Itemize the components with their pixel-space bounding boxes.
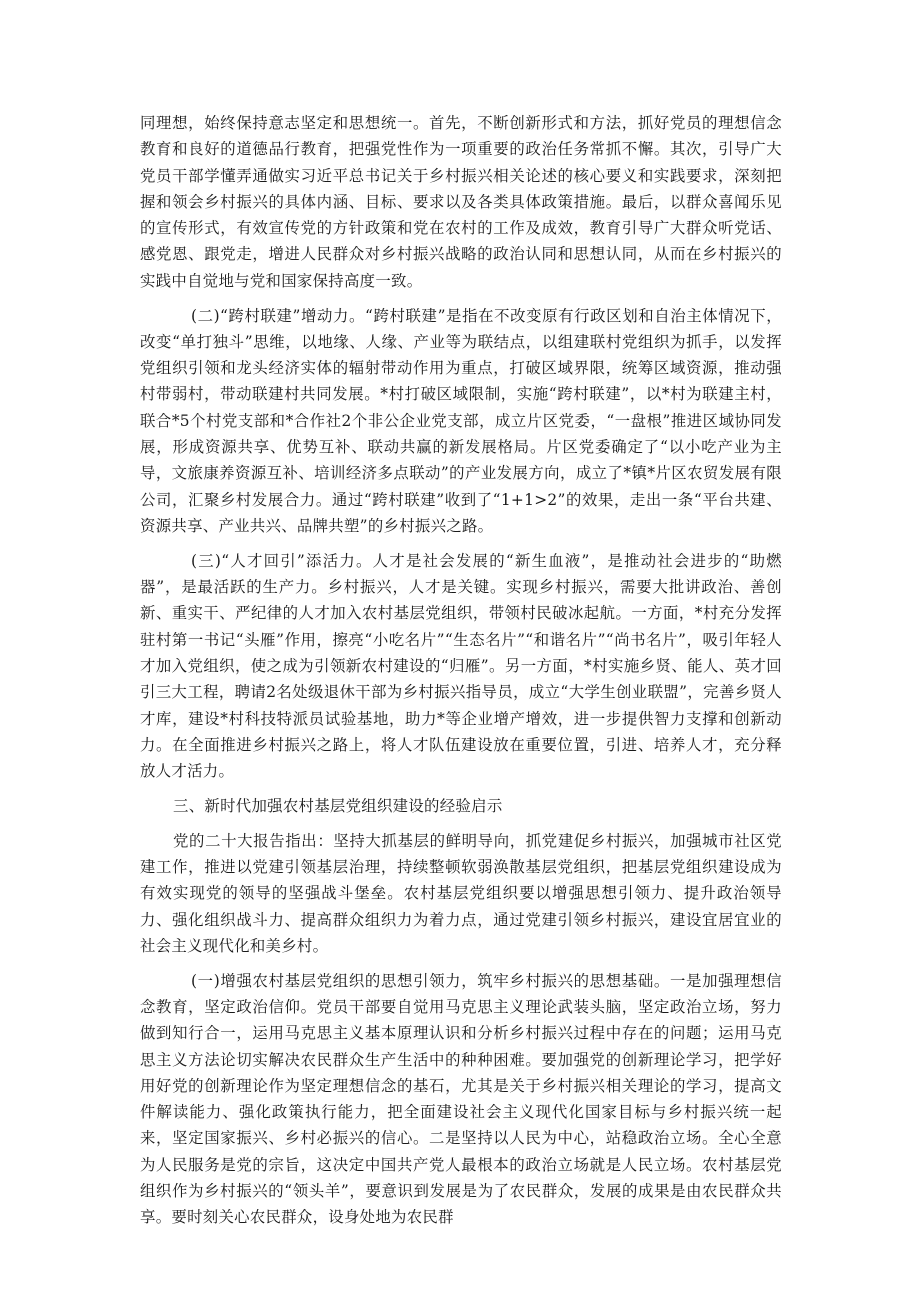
document-page	[140, 110, 782, 1239]
section-heading-three: 三、新时代加强农村基层党组织建设的经验启示	[173, 796, 503, 815]
paragraph-twentieth-congress-report: 党的二十大报告指出：坚持大抓基层的鲜明导向，抓党建促乡村振兴，加强城市社区党建工作，推进以党建引领基层治理，持续整顿软弱涣散基层党组织，把基层党组织建设成为有效实现党的领导的坚强战斗堡垒。农村基层党组织要以增强思想引领力、提升政治领导力、强化组织战斗力、提高群众组织力为着力点，通过党建引领乡村振兴，建设宜居宜业的社会主义现代化和美乡村。	[140, 831, 782, 955]
paragraph-ideal-belief-continuation: 同理想，始终保持意志坚定和思想统一。首先，不断创新形式和方法，抓好党员的理想信念教育和良好的道德品行教育，把强党性作为一项重要的政治任务常抓不懈。其次，引导广大党员干部学懂弄通做实习近平总书记关于乡村振兴相关论述的核心要义和实践要求，深刻把握和领会乡村振兴的具体内涵、目标、要求以及各类具体政策措施。最后，以群众喜闻乐见的宣传形式，有效宣传党的方针政策和党在农村的工作及成效，教育引导广大群众听党话、感党恩、跟党走，增进人民群众对乡村振兴战略的政治认同和思想认同，从而在乡村振兴的实践中自觉地与党和国家保持高度一致。	[140, 114, 782, 290]
paragraph-talent-return: (三)“人才回引”添活力。人才是社会发展的“新生血液”，是推动社会进步的“助燃器”，是最活跃的生产力。乡村振兴，人才是关键。实现乡村振兴，需要大批讲政治、善创新、重实干、严纪律的人才加入农村基层党组织，带领村民破冰起航。一方面，*村充分发挥驻村第一书记“头雁”作用，擦亮“小吃名片”“生态名片”“和谐名片”“尚书名片”，吸引年轻人才加入党组织，使之成为引领新农村建设的“归雁”。另一方面，*村实施乡贤、能人、英才回引三大工程，聘请2名处级退休干部为乡村振兴指导员，成立“大学生创业联盟”，完善乡贤人才库，建设*村科技特派员试验基地，助力*等企业增产增效，进一步提供智力支撑和创新动力。在全面推进乡村振兴之路上，将人才队伍建设放在重要位置，引进、培养人才，充分释放人才活力。	[140, 551, 782, 781]
paragraph-ideological-leadership: (一)增强农村基层党组织的思想引领力，筑牢乡村振兴的思想基础。一是加强理想信念教育，坚定政治信仰。党员干部要自觉用马克思主义理论武装头脑，坚定政治立场，努力做到知行合一，运用马克思主义基本原理认识和分析乡村振兴过程中存在的问题；运用马克思主义方法论切实解决农民群众生产生活中的种种困难。要加强党的创新理论学习，把学好用好党的创新理论作为坚定理想信念的基石，尤其是关于乡村振兴相关理论的学习，提高文件解读能力、强化政策执行能力，把全面建设社会主义现代化国家目标与乡村振兴统一起来，坚定国家振兴、乡村必振兴的信心。二是坚持以人民为中心，站稳政治立场。全心全意为人民服务是党的宗旨，这决定中国共产党人最根本的政治立场就是人民立场。农村基层党组织作为乡村振兴的“领头羊”，要意识到发展是为了农民群众，发展的成果是由农民群众共享。要时刻关心农民群众，设身处地为农民群	[140, 971, 782, 1227]
paragraph-cross-village-alliance: (二)“跨村联建”增动力。“跨村联建”是指在不改变原有行政区划和自治主体情况下，改变“单打独斗”思维，以地缘、人缘、产业等为联结点，以组建联村党组织为抓手，以发挥党组织引领和龙头经济实体的辐射带动作用为重点，打破区域界限，统筹区域资源，推动强村带弱村，带动联建村共同发展。*村打破区域限制，实施“跨村联建”，以*村为联建主村，联合*5个村党支部和*合作社2个非公企业党支部，成立片区党委，“一盘根”推进区域协同发展，形成资源共享、优势互补、联动共赢的新发展格局。片区党委确定了“以小吃产业为主导，文旅康养资源互补、培训经济多点联动”的产业发展方向，成立了*镇*片区农贸发展有限公司，汇聚乡村发展合力。通过“跨村联建”收到了“1+1>2”的效果，走出一条“平台共建、资源共享、产业共兴、品牌共塑”的乡村振兴之路。	[140, 306, 782, 535]
